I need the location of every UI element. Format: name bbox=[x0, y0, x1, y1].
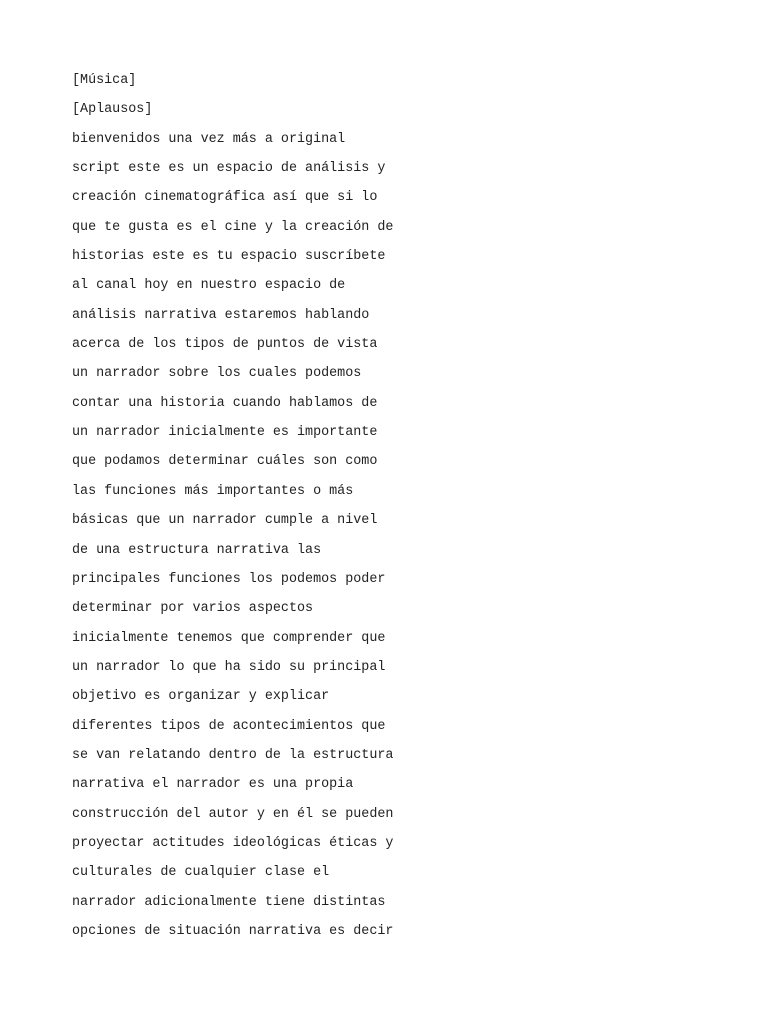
transcript-line: creación cinematográfica así que si lo bbox=[72, 190, 378, 206]
transcript-line: análisis narrativa estaremos hablando bbox=[72, 307, 370, 323]
transcript-line: un narrador sobre los cuales podemos bbox=[72, 366, 362, 382]
transcript-line: historias este es tu espacio suscríbete bbox=[72, 249, 386, 265]
transcript-line: culturales de cualquier clase el bbox=[72, 865, 330, 881]
transcript-line: inicialmente tenemos que comprender que bbox=[72, 630, 386, 646]
transcript-line: narrador adicionalmente tiene distintas bbox=[72, 894, 386, 910]
transcript-line: un narrador inicialmente es importante bbox=[72, 425, 378, 441]
transcript-line: principales funciones los podemos poder bbox=[72, 571, 386, 587]
transcript-line: objetivo es organizar y explicar bbox=[72, 689, 330, 705]
transcript-line: de una estructura narrativa las bbox=[72, 542, 322, 558]
transcript-line: narrativa el narrador es una propia bbox=[72, 777, 354, 793]
transcript-line: bienvenidos una vez más a original bbox=[72, 131, 346, 147]
transcript-line: diferentes tipos de acontecimientos que bbox=[72, 718, 386, 734]
transcript-line: acerca de los tipos de puntos de vista bbox=[72, 337, 378, 353]
transcript-line: que podamos determinar cuáles son como bbox=[72, 454, 378, 470]
transcript-line: script este es un espacio de análisis y bbox=[72, 161, 386, 177]
transcript-line: opciones de situación narrativa es decir bbox=[72, 923, 394, 939]
transcript-line: proyectar actitudes ideológicas éticas y bbox=[72, 835, 394, 851]
transcript-text bbox=[72, 66, 692, 946]
transcript-line: las funciones más importantes o más bbox=[72, 483, 354, 499]
transcript-line: un narrador lo que ha sido su principal bbox=[72, 659, 386, 675]
transcript-line: básicas que un narrador cumple a nivel bbox=[72, 513, 378, 529]
transcript-line: contar una historia cuando hablamos de bbox=[72, 395, 378, 411]
transcript-line: [Aplausos] bbox=[72, 102, 153, 118]
transcript-line: construcción del autor y en él se pueden bbox=[72, 806, 394, 822]
transcript-line: se van relatando dentro de la estructura bbox=[72, 747, 394, 763]
transcript-line: [Música] bbox=[72, 73, 137, 88]
transcript-line: que te gusta es el cine y la creación de bbox=[72, 219, 394, 235]
transcript-line: al canal hoy en nuestro espacio de bbox=[72, 278, 346, 294]
transcript-line: determinar por varios aspectos bbox=[72, 601, 314, 617]
